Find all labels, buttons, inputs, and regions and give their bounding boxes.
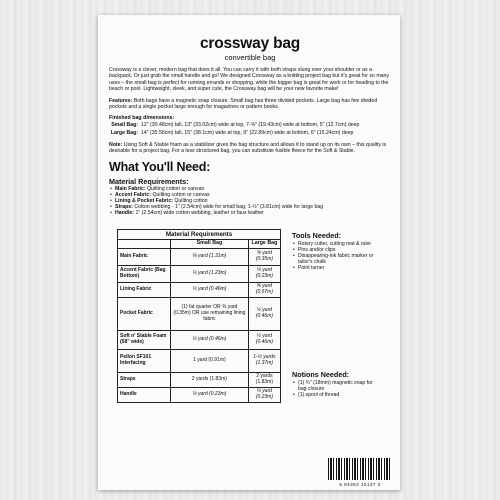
list-item: • (1) spool of thread	[298, 392, 380, 398]
material-label: Accent Fabric:	[115, 191, 152, 198]
material-text: Quilting cotton or canvas	[152, 191, 210, 198]
material-label: Lining & Pocket Fabric:	[115, 197, 173, 204]
cell-small: 1 yard (0.91m)	[171, 350, 249, 373]
side-column	[292, 229, 380, 404]
page-title: crossway bag	[199, 35, 301, 52]
material-label: Main Fabric:	[115, 185, 146, 192]
cell-large: ½ yard (0.46m)	[248, 298, 280, 331]
cell-large: ¼ yard (0.23m)	[248, 266, 280, 283]
list-item: • Rotary cutter, cutting mat & ruler	[298, 241, 380, 247]
row-label: Pocket Fabric	[118, 298, 171, 331]
material-label: Straps:	[115, 204, 133, 211]
dimension-text: 12" (30.48cm) tall, 13" (33.02cm) wide at top, 7-⅝" (19.43cm) wide at bottom, 5" (12.7cm) deep	[141, 121, 360, 128]
cell-small: 2 yards (1.83m)	[171, 373, 249, 388]
barcode-number: 6 94363 10137 3	[339, 482, 381, 487]
what-you-need-heading: What You'll Need:	[109, 159, 211, 174]
cell-small: ⅜ yard (1.31m)	[171, 249, 249, 266]
header-cell-large: Large Bag	[248, 240, 280, 249]
note-paragraph	[109, 142, 391, 155]
tools-heading: Tools Needed:	[292, 230, 341, 240]
header-cell-small: Small Bag	[171, 240, 249, 249]
pattern-sheet	[98, 15, 400, 490]
material-text: Quilting cotton	[174, 197, 208, 204]
dimension-label: Large Bag:	[110, 130, 138, 137]
list-item: • Disappearing-ink fabric marker or tailor's chalk	[298, 253, 380, 265]
table-caption: Material Requirements	[118, 229, 281, 240]
cell-large: ⅝ yard (0.57m)	[248, 283, 280, 298]
cell-small: (1) fat quarter OR ⅜ yard (0.35m) OR use remaining lining fabric	[171, 298, 249, 331]
note-label: Note:	[109, 141, 123, 148]
cell-large: ⅜ yard (0.35m)	[248, 249, 280, 266]
row-label: Handle	[118, 388, 171, 403]
row-label: Straps	[118, 373, 171, 388]
page-subtitle: convertible bag	[224, 53, 276, 62]
list-item	[115, 210, 391, 216]
table-row	[118, 283, 281, 298]
features-paragraph	[109, 98, 391, 111]
notions-heading: Notions Needed:	[292, 369, 350, 379]
row-label: Pellon SF101 Interfacing	[118, 350, 171, 373]
table-header-row	[118, 240, 281, 249]
tools-list	[292, 241, 380, 271]
table-row	[118, 373, 281, 388]
note-text: Using Soft & Stable foam as a stabilizer gives the bag structure and allows it to stand up on its own – this quality is desirable for a project bag. For a less structured bag, you can substitute fusible fleece for the Soft & Stable.	[109, 141, 387, 155]
dimensions-section	[109, 115, 391, 136]
list-item: • Pins and/or clips	[298, 247, 380, 253]
table-row	[118, 331, 281, 350]
table-row	[118, 266, 281, 283]
list-item: • Point turner	[298, 265, 380, 271]
material-requirements-table	[117, 229, 281, 404]
dimension-row-large	[109, 130, 391, 136]
material-label: Handle:	[115, 210, 135, 217]
cell-large: ½ yard (0.46m)	[248, 331, 280, 350]
material-requirements-heading: Material Requirements:	[109, 176, 189, 186]
cell-large: 2 yards (1.83m)	[248, 373, 280, 388]
row-label: Accent Fabric (Bag Bottom)	[118, 266, 171, 283]
material-text: Cotton webbing - 1" (2.54cm) wide for small bag, 1-½" (3.81cm) wide for large bag	[134, 204, 324, 211]
dimension-row-small	[109, 122, 391, 128]
cell-large: ¼ yard (0.23m)	[248, 388, 280, 403]
row-label: Lining Fabric	[118, 283, 171, 298]
list-item: • (1) ¾" (18mm) magnetic snap for bag closure	[298, 380, 380, 392]
lower-section	[109, 229, 391, 404]
row-label: Main Fabric	[118, 249, 171, 266]
cell-small: ¼ yard (1.23m)	[171, 266, 249, 283]
table-caption-row	[118, 229, 281, 240]
table-row	[118, 350, 281, 373]
cell-small: ¼ yard (0.23m)	[171, 388, 249, 403]
features-label: Features:	[109, 97, 133, 104]
table-row	[118, 388, 281, 403]
dimension-text: 14" (35.56cm) tall, 15" (38.1cm) wide at top, 9" (22.89cm) wide at bottom, 6" (15.24cm) deep	[141, 130, 354, 137]
cell-small: ½ yard (0.46m)	[171, 331, 249, 350]
table-row	[118, 249, 281, 266]
row-label: Soft n' Stable Foam (58" wide)	[118, 331, 171, 350]
material-text: 1" (2.54cm) wide cotton webbing, leather or faux leather	[135, 210, 264, 217]
table-row	[118, 298, 281, 331]
dimensions-heading: Finished bag dimensions:	[109, 115, 175, 122]
cell-small: ½ yard (0.46m)	[171, 283, 249, 298]
features-text: Both bags have a magnetic snap closure. Small bag has three divided pockets. Large bag has five divided pockets and a single pocket large enough for magazines or pattern books.	[109, 97, 378, 111]
header-cell-blank	[118, 240, 171, 249]
cell-large: 1-½ yards (1.37m)	[248, 350, 280, 373]
dimension-label: Small Bag:	[111, 121, 138, 128]
material-list	[109, 186, 391, 217]
notions-section	[292, 371, 380, 398]
intro-paragraph: Crossway is a clever, modern bag that does it all. You can carry it with both straps slung over your shoulder or as a backpack. Or just grab the small handle and go! We designed Crossway as a knitting project bag but it's great for so many uses – the small bag is perfect for running errands or shopping, while the bigger bag is great for work or for heading to the beach or pool. Lightweight, sleek, and super cute, the Crossway bag will be your new favorite make!	[109, 67, 390, 93]
material-text: Quilting cotton or canvas	[147, 185, 205, 192]
notions-list	[292, 380, 380, 398]
barcode	[328, 458, 392, 480]
